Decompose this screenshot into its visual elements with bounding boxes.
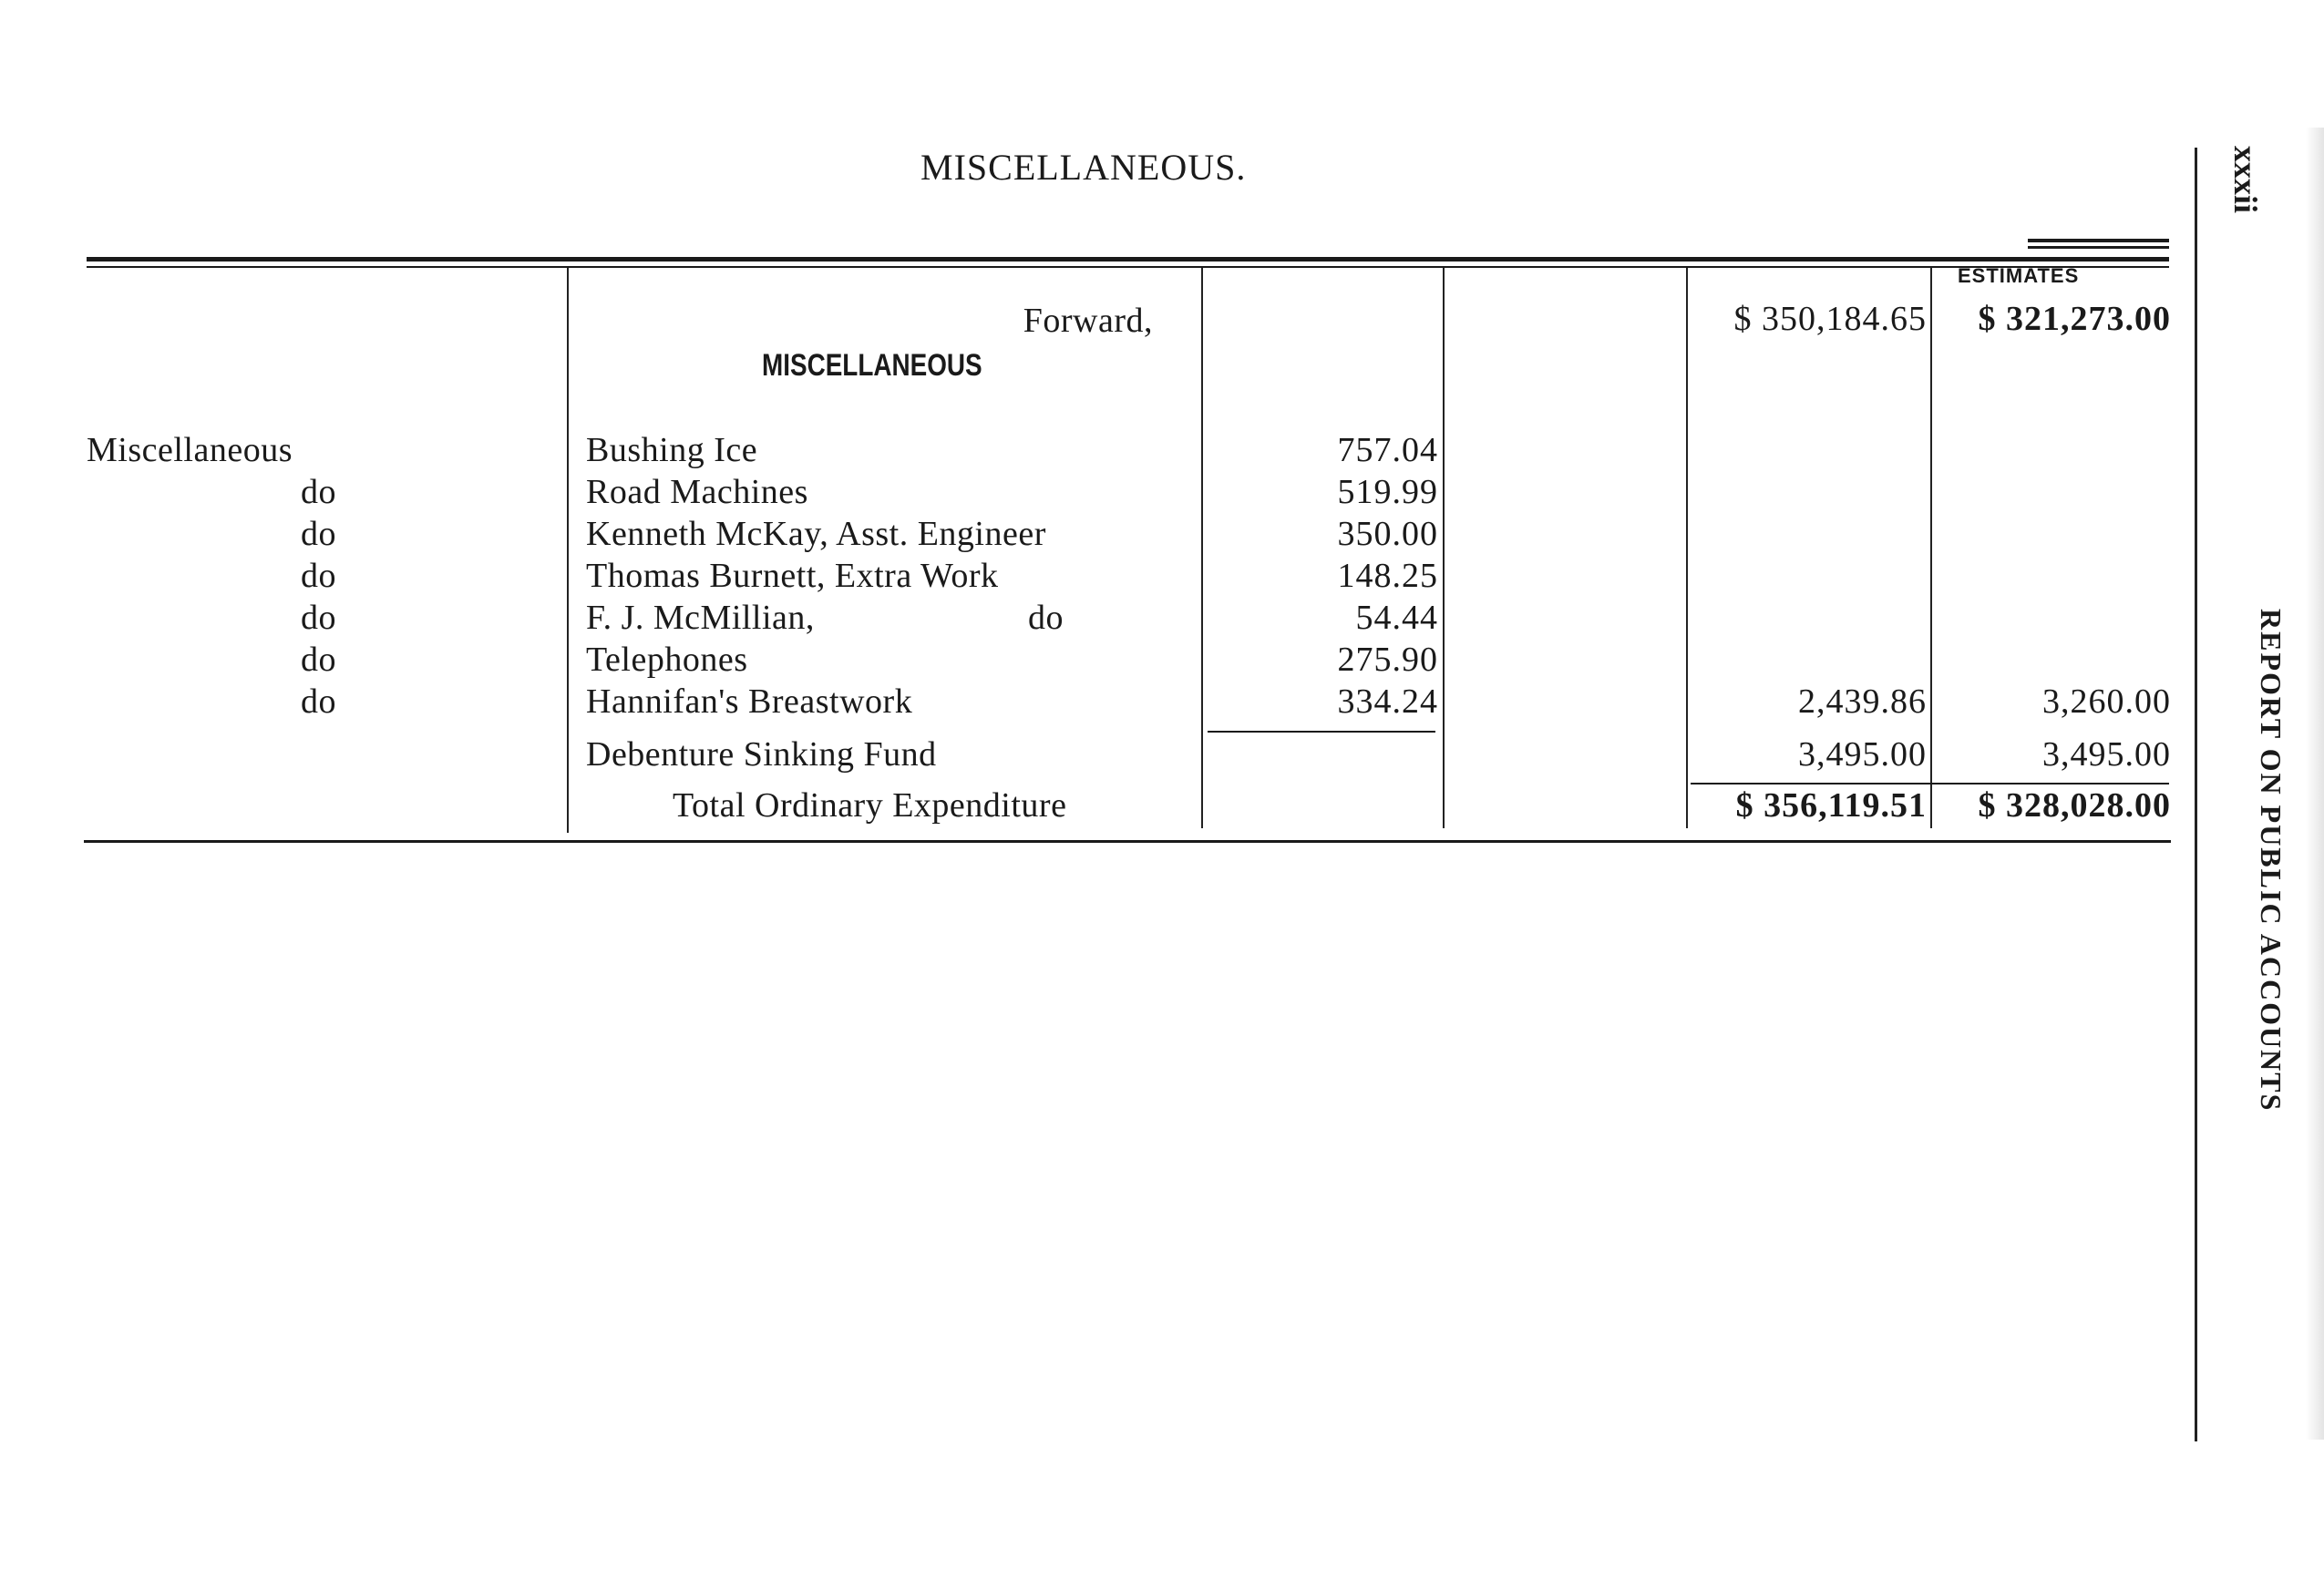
row-category: Miscellaneous [87,431,293,469]
row-amount: 334.24 [1337,682,1438,721]
page-number: xxxii [2227,146,2264,214]
row-estimate: 3,260.00 [2042,682,2171,721]
table-row [0,640,2324,682]
row-amount: 757.04 [1337,431,1438,469]
amount-subtotal-rule [1208,731,1435,733]
grand-total-estimate: $ 328,028.00 [1978,786,2171,825]
total-rule [1691,783,2169,784]
row-total: 2,439.86 [1798,682,1927,721]
table-row [0,598,2324,640]
running-title: REPORT ON PUBLIC ACCOUNTS [2255,609,2288,1113]
row-category: do [301,515,336,553]
table-row [0,556,2324,598]
grand-total-row [0,785,2324,827]
top-rule-thick [87,257,2169,262]
row-description: Bushing Ice [586,431,758,469]
row-category: do [301,682,336,721]
estimates-rule-2 [2028,246,2169,249]
sinking-fund-estimate: 3,495.00 [2042,735,2171,774]
row-category: do [301,473,336,511]
row-category: do [301,641,336,679]
table-row [0,472,2324,514]
row-amount: 350.00 [1337,515,1438,553]
grand-total-description: Total Ordinary Expenditure [673,786,1067,825]
table-row [0,682,2324,723]
forward-estimate: $ 321,273.00 [1978,300,2171,338]
table-row [0,514,2324,556]
row-amount: 148.25 [1337,557,1438,595]
row-amount: 275.90 [1337,641,1438,679]
row-description: Telephones [586,641,748,679]
row-description: Thomas Burnett, Extra Work [586,557,999,595]
estimates-column-header: ESTIMATES [1958,264,2080,287]
row-description: Hannifan's Breastwork [586,682,913,721]
row-category: do [301,557,336,595]
forward-label: Forward, [1023,302,1153,340]
table-row [0,430,2324,472]
page-heading: MISCELLANEOUS. [920,147,1247,188]
bottom-rule [84,840,2171,843]
sinking-fund-total: 3,495.00 [1798,735,1927,774]
row-description: Road Machines [586,473,808,511]
scan-edge-shading [2306,128,2324,1440]
sinking-fund-row [0,734,2324,776]
forward-total: $ 350,184.65 [1733,300,1927,338]
section-heading: MISCELLANEOUS [762,348,982,383]
row-description: Kenneth McKay, Asst. Engineer [586,515,1046,553]
row-description: F. J. McMillian, [586,599,815,637]
estimates-rule [2028,239,2169,242]
row-amount: 54.44 [1355,599,1438,637]
row-category: do [301,599,336,637]
grand-total-amount: $ 356,119.51 [1735,786,1927,825]
top-rule-thin [87,266,2169,268]
row-amount: 519.99 [1337,473,1438,511]
sinking-fund-description: Debenture Sinking Fund [586,735,937,774]
row-description-ditto: do [1028,599,1064,637]
